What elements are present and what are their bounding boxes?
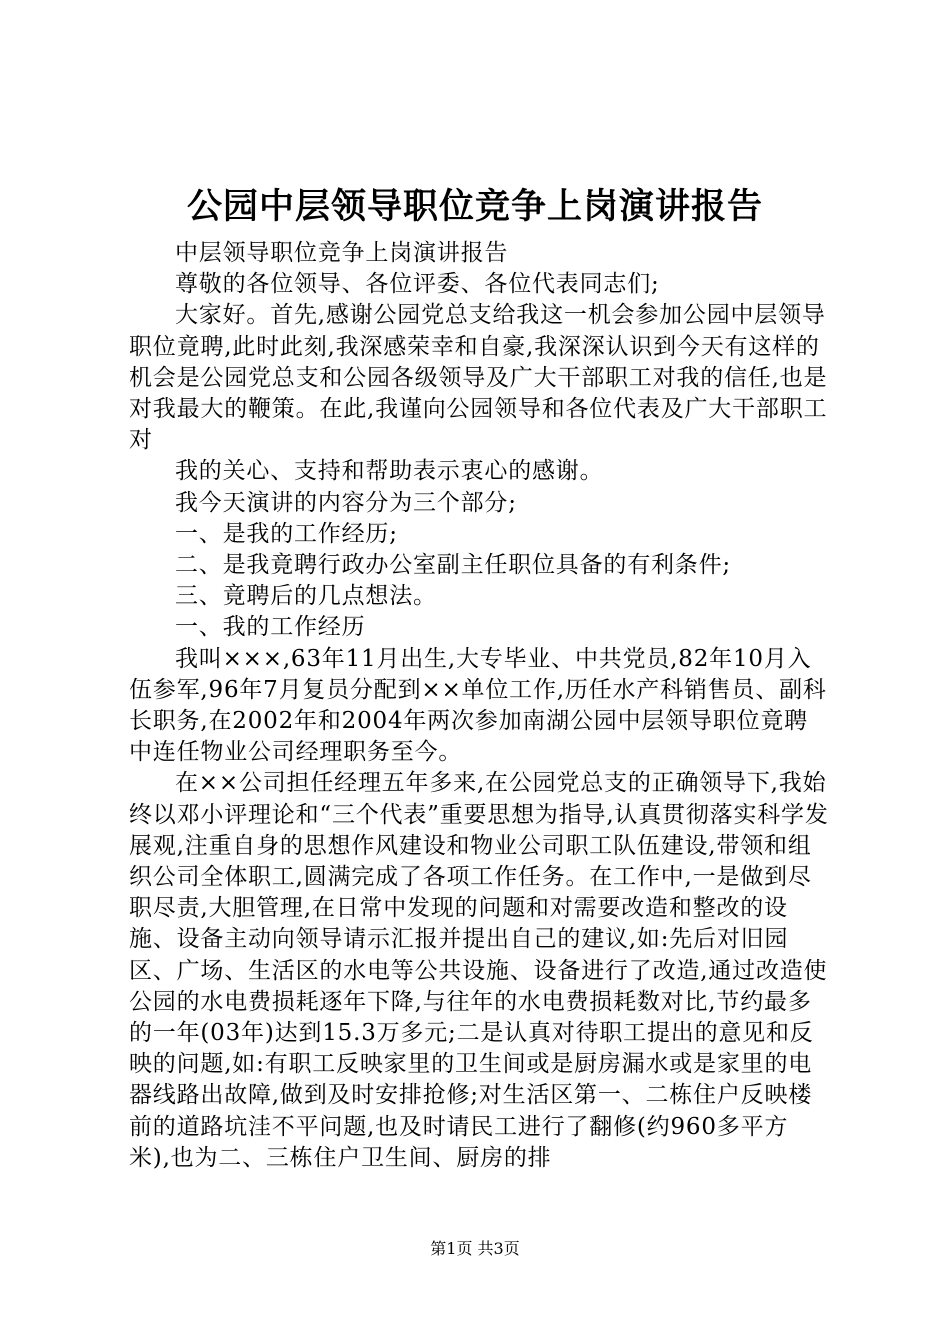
paragraph-work-history: 我叫×××,63年11月出生,大专毕业、中共党员,82年10月入伍参军,96年7月复员分配到××单位工作,历任水产科销售员、副科长职务,在2002年和2004年两次参加南湖公园中层领导职位竟聘中连任物业公司经理职务至今。: [129, 645, 827, 766]
page-footer: 第1页 共3页: [430, 1239, 520, 1258]
document-body: [129, 238, 829, 1174]
paragraph-salutation: 尊敬的各位领导、各位评委、各位代表同志们;: [175, 271, 660, 298]
paragraph-outline-item-3: 三、竟聘后的几点想法。: [175, 583, 437, 610]
paragraph-outline-item-2: 二、是我竟聘行政办公室副主任职位具备的有利条件;: [175, 552, 731, 579]
paragraph-achievements: 在××公司担任经理五年多来,在公园党总支的正确领导下,我始终以邓小评理论和“三个代表”重要思想为指导,认真贯彻落实科学发展观,注重自身的思想作风建设和物业公司职工队伍建设,带领和组织公司全体职工,圆满完成了各项工作任务。在工作中,一是做到尽职尽责,大胆管理,在日常中发现的问题和对需要改造和整改的设施、设备主动向领导请示汇报并提出自己的建议,如:先后对旧园区、广场、生活区的水电等公共设施、设备进行了改造,通过改造使公园的水电费损耗逐年下降,与往年的水电费损耗数对比,节约最多的一年(03年)达到15.3万多元;二是认真对待职工提出的意见和反映的问题,如:有职工反映家里的卫生间或是厨房漏水或是家里的电器线路出故障,做到及时安排抢修;对生活区第一、二栋住户反映楼前的道路坑洼不平问题,也及时请民工进行了翻修(约960多平方米),也为二、三栋住户卫生间、厨房的排: [129, 770, 829, 1171]
document-title: 公园中层领导职位竞争上岗演讲报告: [186, 186, 763, 227]
paragraph-greeting: 大家好。首先,感谢公园党总支给我这一机会参加公园中层领导职位竟聘,此时此刻,我深感荣幸和自豪,我深深认识到今天有这样的机会是公园党总支和公园各级领导及广大干部职工对我的信任,也是对我最大的鞭策。在此,我谨向公园领导和各位代表及广大干部职工对: [129, 302, 828, 454]
paragraph-thanks: 我的关心、支持和帮助表示衷心的感谢。: [175, 458, 604, 485]
paragraph-subtitle: 中层领导职位竞争上岗演讲报告: [175, 240, 509, 266]
paragraph-outline: 我今天演讲的内容分为三个部分;: [175, 489, 517, 516]
paragraph-outline-item-1: 一、是我的工作经历;: [175, 520, 398, 547]
section-heading-work-history: 一、我的工作经历: [175, 614, 366, 641]
